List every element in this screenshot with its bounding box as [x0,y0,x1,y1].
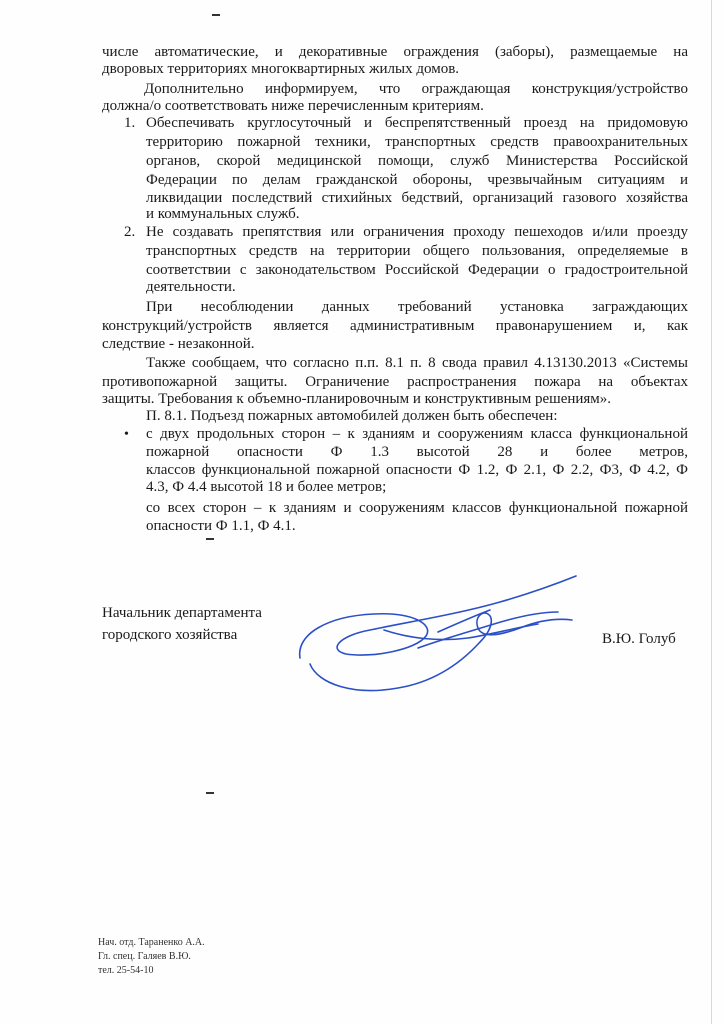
bullet-line: с двух продольных сторон – к зданиям и сооружениям класса функциональной [146,426,688,442]
scan-mark [212,14,220,16]
clause-heading: П. 8.1. Подъезд пожарных автомобилей должен быть обеспечен: [146,408,558,424]
list-item-line: ликвидации последствий стихийных бедствий, организаций газового хозяйства [146,190,688,206]
body-line: При несоблюдении данных требований установка заграждающих [146,299,688,315]
bullet-line: опасности Ф 1.1, Ф 4.1. [146,518,296,534]
body-line: Также сообщаем, что согласно п.п. 8.1 п. 8 свода правил 4.13130.2013 «Системы [146,355,688,371]
footer-line: тел. 25-54-10 [98,965,154,976]
list-item-line: органов, скорой медицинской помощи, служб Министерства Российской [146,153,688,169]
list-item-line: деятельности. [146,279,236,295]
signer-name: В.Ю. Голуб [602,631,676,647]
list-item-line: Обеспечивать круглосуточный и беспрепятственный проезд на придомовую [146,115,688,131]
bullet-line: классов функциональной пожарной опасности Ф 1.2, Ф 2.1, Ф 2.2, Ф3, Ф 4.2, Ф [146,462,688,478]
scan-mark [206,538,214,540]
list-item-line: и коммунальных служб. [146,206,300,222]
body-line: Дополнительно информируем, что ограждающая конструкция/устройство [144,81,688,97]
signer-position-line: Начальник департамента [102,605,262,621]
list-item-line: соответствии с законодательством Российской Федерации о градостроительной [146,262,688,278]
signer-position-line: городского хозяйства [102,627,238,643]
body-line: числе автоматические, и декоративные ограждения (заборы), размещаемые на [102,44,688,60]
list-number: 1. [124,115,136,131]
footer-line: Гл. спец. Галяев В.Ю. [98,951,191,962]
body-line: следствие - незаконной. [102,336,255,352]
bullet-line: пожарной опасности Ф 1.3 высотой 28 и более метров, [146,444,688,460]
body-line: должна/о соответствовать ниже перечисленным критериям. [102,98,484,114]
body-line: противопожарной защиты. Ограничение распространения пожара на объектах [102,374,688,390]
list-item-line: Федерации по делам гражданской обороны, чрезвычайным ситуациям и [146,172,688,188]
footer-line: Нач. отд. Тараненко А.А. [98,937,205,948]
list-item-line: транспортных средств на территории общего пользования, определяемые в [146,243,688,259]
list-item-line: территорию пожарной техники, транспортных средств правоохранительных [146,134,688,150]
list-item-line: Не создавать препятствия или ограничения проходу пешеходов и/или проезду [146,224,688,240]
bullet-line: со всех сторон – к зданиям и сооружениям классов функциональной пожарной [146,500,688,516]
bullet-line: 4.3, Ф 4.4 высотой 18 и более метров; [146,479,387,495]
body-line: конструкций/устройств является административным правонарушением и, как [102,318,688,334]
bullet-icon: • [124,427,129,442]
page-edge-line [711,0,712,1024]
signer-position [102,602,262,646]
body-line: защиты. Требования к объемно-планировочным и конструктивным решениям». [102,391,612,407]
handwritten-signature [288,572,588,702]
body-line: дворовых территориях многоквартирных жилых домов. [102,61,460,77]
scan-mark [206,792,214,794]
footer-contacts [98,936,205,978]
list-number: 2. [124,224,136,240]
